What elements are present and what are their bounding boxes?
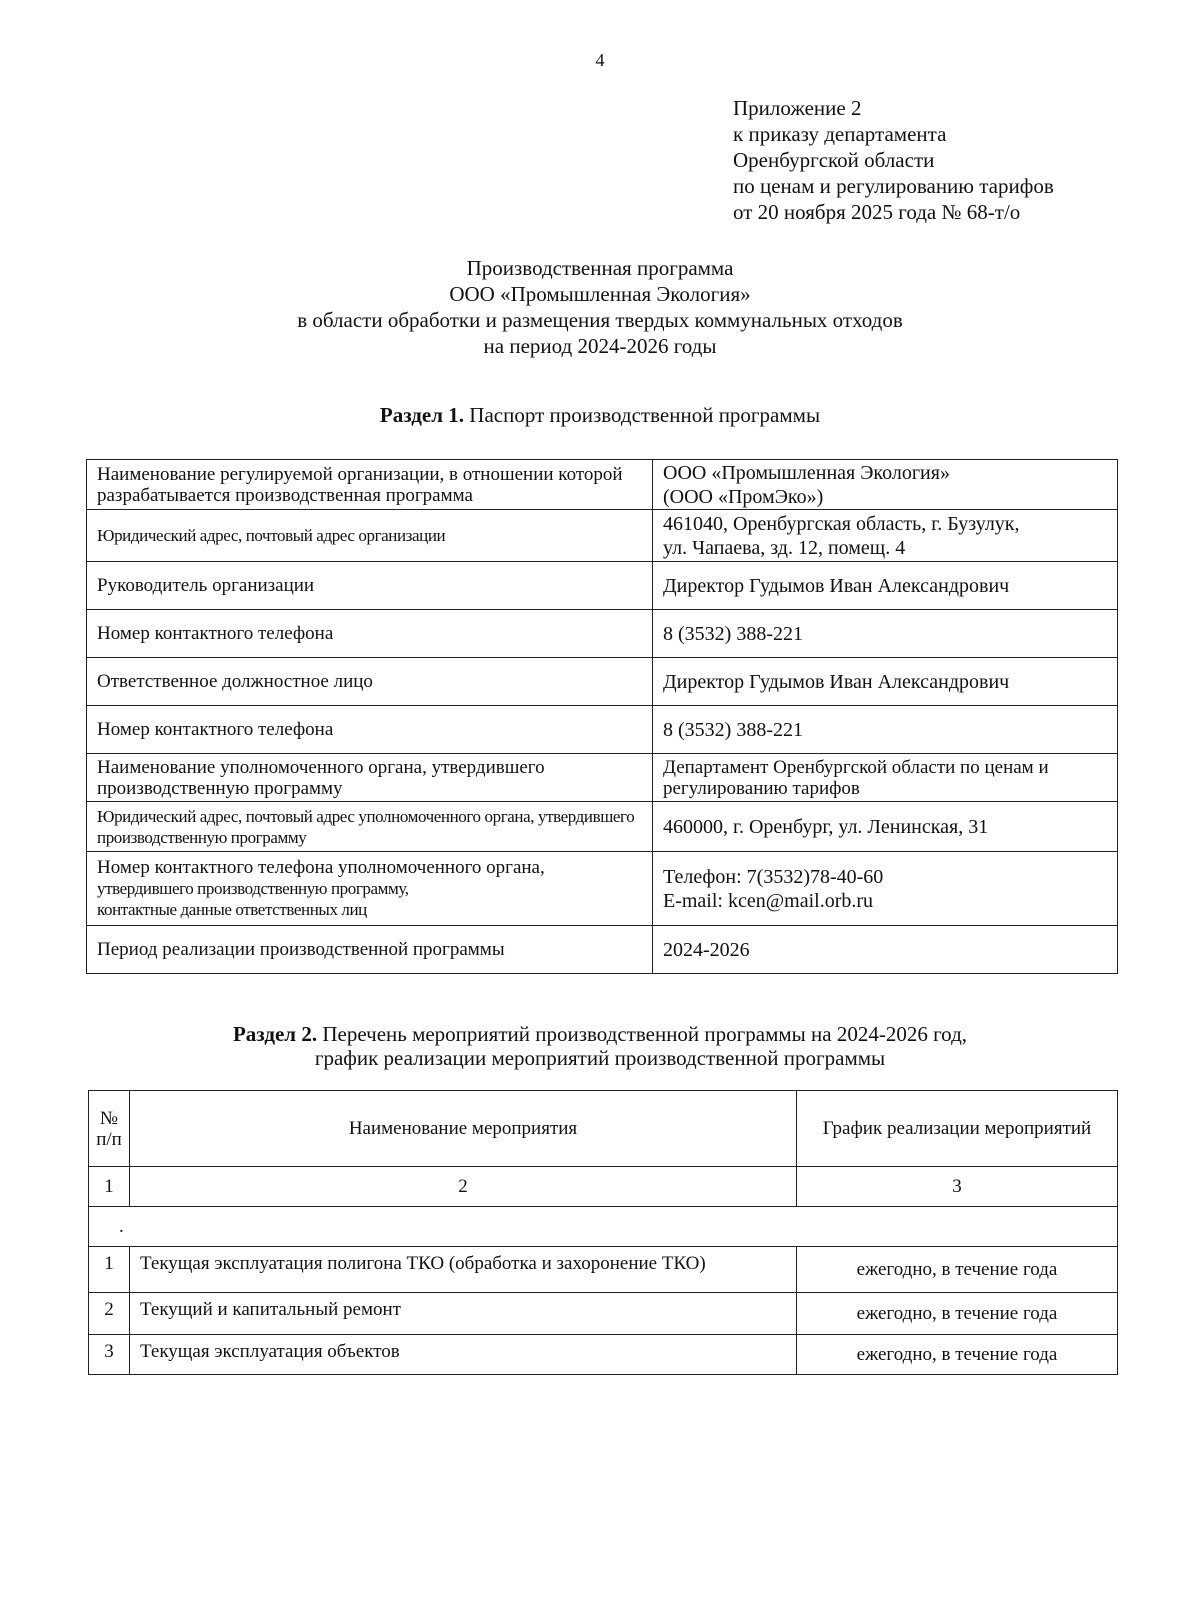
- passport-label: Период реализации производственной программы: [87, 926, 653, 974]
- passport-label: Наименование уполномоченного органа, утвердившего производственную программу: [87, 754, 653, 802]
- column-number: 2: [130, 1167, 797, 1207]
- row-num: 3: [89, 1335, 130, 1375]
- program-title-line: ООО «Промышленная Экология»: [449, 282, 751, 306]
- appendix-line: Приложение 2: [733, 96, 862, 120]
- separator-row: [89, 1207, 1118, 1247]
- table-row: [89, 1335, 1118, 1375]
- passport-value: [653, 802, 1118, 852]
- table-row: [87, 926, 1118, 974]
- value-line: ООО «Промышленная Экология»: [663, 461, 950, 484]
- passport-value: [653, 658, 1118, 706]
- table-row: [87, 802, 1118, 852]
- activities-table: [88, 1090, 1118, 1375]
- passport-label: [87, 852, 653, 926]
- value-line: 2024-2026: [663, 938, 750, 961]
- section2-heading: [0, 1022, 1200, 1070]
- value-line: ул. Чапаева, зд. 12, помещ. 4: [663, 536, 906, 559]
- passport-value: [653, 926, 1118, 974]
- value-line: (ООО «ПромЭко»): [663, 485, 824, 508]
- appendix-line: от 20 ноября 2025 года № 68-т/о: [733, 200, 1021, 224]
- passport-value: [653, 562, 1118, 610]
- program-title-line: Производственная программа: [466, 256, 734, 280]
- table-row: [87, 510, 1118, 562]
- table-row: [87, 754, 1118, 802]
- passport-label: Номер контактного телефона: [87, 610, 653, 658]
- label-line: контактные данные ответственных лиц: [97, 900, 367, 919]
- value-line: Директор Гудымов Иван Александрович: [663, 670, 1010, 693]
- section2-label: Раздел 2.: [232, 1022, 318, 1046]
- program-title-line: на период 2024-2026 годы: [483, 334, 717, 358]
- passport-value: [653, 610, 1118, 658]
- value-line: Департамент Оренбургской области по ценам и регулированию тарифов: [663, 756, 1049, 799]
- passport-label: Юридический адрес, почтовый адрес организации: [87, 510, 653, 562]
- appendix-line: к приказу департамента: [733, 122, 947, 146]
- row-schedule: ежегодно, в течение года: [797, 1293, 1118, 1335]
- passport-value: [653, 510, 1118, 562]
- section1-title: Паспорт производственной программы: [469, 403, 821, 427]
- passport-value: [653, 706, 1118, 754]
- section1-label: Раздел 1.: [379, 403, 465, 427]
- section2-heading-line: график реализации мероприятий производственной программы: [314, 1046, 886, 1070]
- value-line: Директор Гудымов Иван Александрович: [663, 574, 1010, 597]
- section2-title: Перечень мероприятий производственной программы на 2024-2026 год,: [322, 1022, 968, 1046]
- column-number-row: [89, 1167, 1118, 1207]
- program-title: [0, 255, 1200, 359]
- table-row: [89, 1247, 1118, 1293]
- passport-value: [653, 852, 1118, 926]
- value-line: Телефон: 7(3532)78-40-60: [663, 865, 884, 888]
- section2-heading-line: [0, 1022, 1200, 1046]
- header-schedule: График реализации мероприятий: [797, 1091, 1118, 1167]
- header-num: № п/п: [89, 1091, 130, 1167]
- table-row: [87, 706, 1118, 754]
- separator-cell: .: [89, 1207, 1118, 1247]
- column-number: 1: [89, 1167, 130, 1207]
- column-number: 3: [797, 1167, 1118, 1207]
- passport-label: Юридический адрес, почтовый адрес уполномоченного органа, утвердившего производственную программу: [87, 802, 653, 852]
- table-row: [89, 1293, 1118, 1335]
- table-row: [87, 852, 1118, 926]
- page-number: 4: [595, 50, 605, 70]
- value-line: 460000, г. Оренбург, ул. Ленинская, 31: [663, 815, 989, 838]
- appendix-line: по ценам и регулированию тарифов: [733, 174, 1054, 198]
- appendix-block: [733, 95, 1054, 225]
- value-line: 8 (3532) 388-221: [663, 718, 803, 741]
- table-row: [87, 658, 1118, 706]
- passport-label: Номер контактного телефона: [87, 706, 653, 754]
- passport-label: Руководитель организации: [87, 562, 653, 610]
- passport-label: Наименование регулируемой организации, в отношении которой разрабатывается производственная программа: [87, 460, 653, 510]
- passport-value: [653, 460, 1118, 510]
- table-row: [87, 610, 1118, 658]
- row-num: 1: [89, 1247, 130, 1293]
- table-row: [87, 460, 1118, 510]
- appendix-line: Оренбургской области: [733, 148, 935, 172]
- row-schedule: ежегодно, в течение года: [797, 1247, 1118, 1293]
- row-name: Текущая эксплуатация полигона ТКО (обработка и захоронение ТКО): [130, 1247, 797, 1293]
- row-num: 2: [89, 1293, 130, 1335]
- section1-heading: [0, 403, 1200, 427]
- passport-label: Ответственное должностное лицо: [87, 658, 653, 706]
- value-line: 8 (3532) 388-221: [663, 622, 803, 645]
- header-name: Наименование мероприятия: [130, 1091, 797, 1167]
- row-schedule: ежегодно, в течение года: [797, 1335, 1118, 1375]
- row-name: Текущий и капитальный ремонт: [130, 1293, 797, 1335]
- passport-value: [653, 754, 1118, 802]
- passport-table: [86, 459, 1118, 974]
- value-line: E-mail: kcen@mail.orb.ru: [663, 889, 874, 912]
- program-title-line: в области обработки и размещения твердых коммунальных отходов: [297, 308, 903, 332]
- label-line: Номер контактного телефона уполномоченного органа,: [97, 857, 545, 878]
- value-line: 461040, Оренбургская область, г. Бузулук,: [663, 512, 1020, 535]
- row-name: Текущая эксплуатация объектов: [130, 1335, 797, 1375]
- label-line: утвердившего производственную программу,: [97, 879, 409, 898]
- table-row: [87, 562, 1118, 610]
- table-header-row: [89, 1091, 1118, 1167]
